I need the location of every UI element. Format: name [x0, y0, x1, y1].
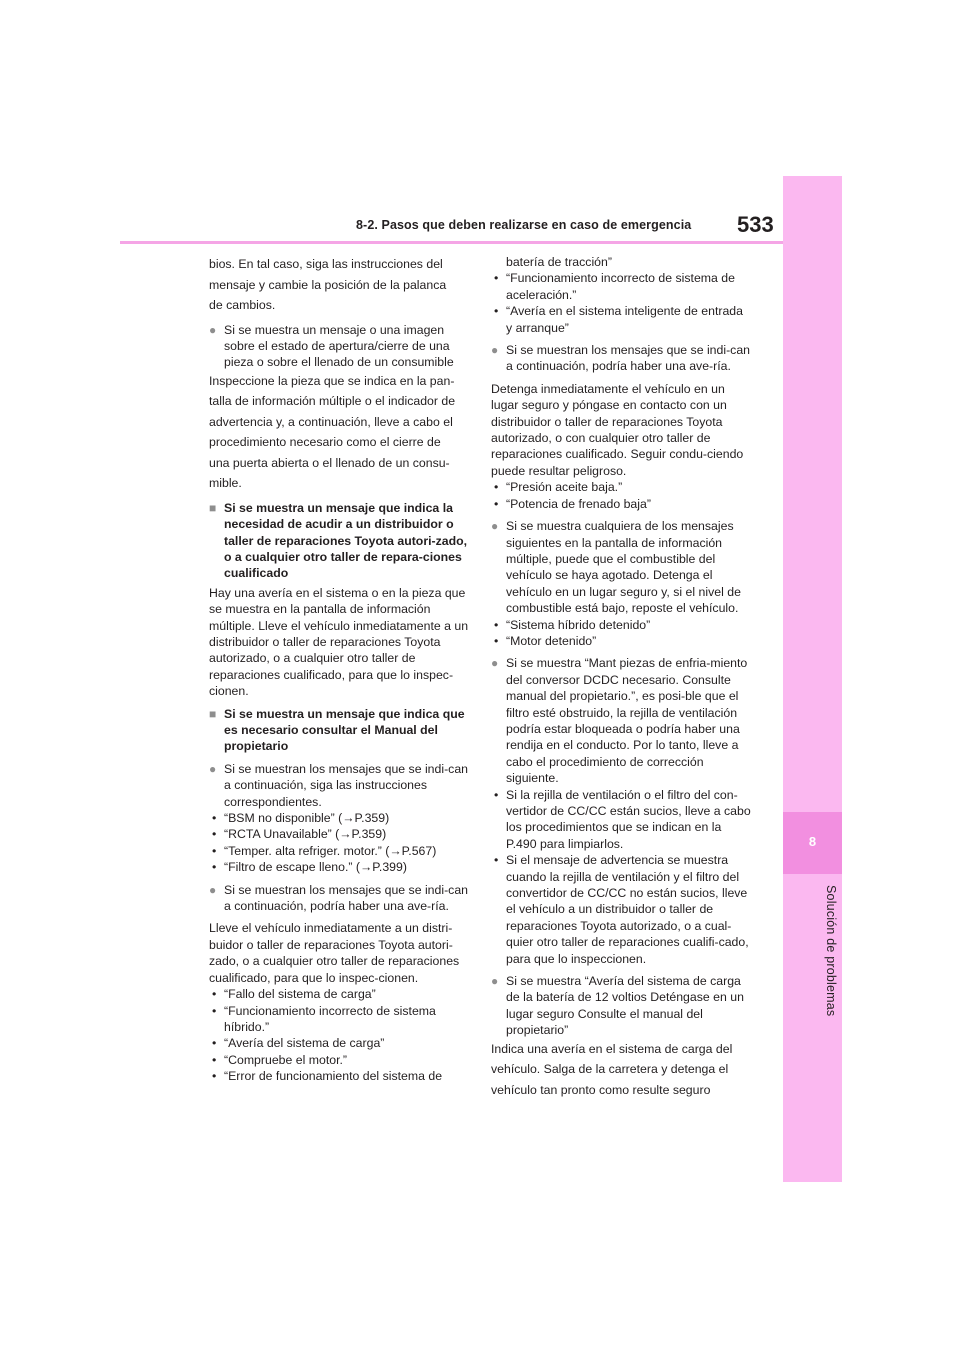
list-bullet-icon: •: [494, 496, 499, 511]
body-paragraph: Lleve el vehículo inmediatamente a un distri-buidor o taller de reparaciones Toyota autori-zado, o a cualquier otro taller de reparaciones cualificado, para que lo inspec-cionen.: [209, 921, 460, 985]
round-bullet-icon: ●: [209, 761, 217, 776]
intro-line: mensaje y cambie la posición de la palanca: [209, 277, 447, 292]
list-item: [491, 479, 751, 495]
body-line: advertencia y, a continuación, lleve a cabo el: [209, 414, 453, 429]
page-number: 533: [737, 212, 774, 237]
list-item: [209, 826, 469, 842]
list-bullet-icon: •: [212, 811, 217, 826]
list-bullet-icon: •: [212, 1003, 217, 1018]
list-item-text: “Funcionamiento incorrecto de sistema de aceleración.”: [506, 271, 735, 302]
body-paragraph: Hay una avería en el sistema o en la pieza que se muestra en la pantalla de información múltiple. Lleve el vehículo inmediatamente a un distribuidor o taller de reparaciones Toyota autorizado, o a cualquier otro taller de reparaciones cualificado, para que lo inspec-cionen.: [209, 585, 469, 699]
chapter-number: 8: [808, 834, 817, 849]
body-line: vehículo tan pronto como resulte seguro: [491, 1082, 711, 1097]
list-item: [209, 859, 469, 875]
list-item-text: Si la rejilla de ventilación o el filtro del con-vertidor de CC/CC están sucios, lleve a cabo los procedimientos que se indican en la P.490 para limpiarlos.: [506, 787, 751, 851]
body-line: Inspeccione la pieza que se indica en la pan-: [209, 373, 455, 388]
round-bullet-item: [209, 322, 469, 371]
list-item: [491, 633, 751, 649]
bullet-list: [209, 986, 469, 1084]
square-heading: [209, 500, 469, 582]
list-bullet-icon: •: [494, 787, 499, 802]
body-line: talla de información múltiple o el indicador de: [209, 394, 456, 409]
list-item-text: “Potencia de frenado baja”: [506, 496, 651, 511]
body-paragraph: Detenga inmediatamente el vehículo en un lugar seguro y póngase en contacto con un distribuidor o taller de reparaciones Toyota autorizado, o con cualquier otro taller de reparaciones cualificado. Seguir condu-ciendo puede resultar peligroso.: [491, 381, 744, 478]
header-divider: [120, 241, 842, 244]
list-item: [209, 1003, 469, 1036]
list-bullet-icon: •: [494, 617, 499, 632]
body-line: procedimiento necesario como el cierre de: [209, 435, 441, 450]
list-item: [209, 810, 469, 826]
square-bullet-icon: ■: [209, 706, 217, 721]
item-text: Si se muestra un mensaje o una imagen sobre el estado de apertura/cierre de una pieza o sobre el llenado de un consumible: [224, 322, 454, 370]
bullet-list: [491, 479, 751, 512]
list-item-text: Si el mensaje de advertencia se muestra cuando la rejilla de ventilación y el filtro del convertidor de CC/CC no están sucios, lleve el vehículo a un distribuidor o taller de reparaciones Toyota autorizado, o a cual-quier otro taller de reparaciones cualifi-cado, para que lo inspeccionen.: [506, 853, 749, 966]
bullet-list: [491, 787, 751, 967]
round-bullet-item: [491, 342, 751, 375]
left-column: [209, 254, 469, 1085]
list-bullet-icon: •: [494, 271, 499, 286]
list-bullet-icon: •: [494, 480, 499, 495]
list-item: [491, 303, 751, 336]
item-text: Si se muestra cualquiera de los mensajes siguientes en la pantalla de información múltiple, puede que el combustible del vehículo se haya agotado. Detenga el vehículo en un lugar seguro y, si el nivel de combustible está bajo, reposte el vehículo.: [506, 519, 741, 616]
list-item-text: “Fallo del sistema de carga”: [224, 987, 376, 1002]
list-item-text: “Sistema híbrido detenido”: [506, 617, 651, 632]
heading-text: Si se muestra un mensaje que indica que es necesario consultar el Manual del propietario: [224, 706, 465, 754]
list-bullet-icon: •: [212, 1052, 217, 1067]
bullet-list: [491, 254, 751, 336]
list-item-text: “Motor detenido”: [506, 633, 597, 648]
item-text: Si se muestra “Avería del sistema de carga de la batería de 12 voltios Deténgase en un lugar seguro Consulte el manual del propietario”: [506, 974, 744, 1038]
list-item: [491, 496, 751, 512]
square-bullet-icon: ■: [209, 500, 217, 515]
list-item-text: “Compruebe el motor.”: [224, 1052, 348, 1067]
list-item-text: “Error de funcionamiento del sistema de: [224, 1069, 443, 1084]
right-column: [491, 254, 751, 1100]
round-bullet-item: [491, 518, 751, 616]
intro-line: bios. En tal caso, siga las instrucciones del: [209, 257, 443, 271]
body-line: Indica una avería en el sistema de carga del: [491, 1041, 733, 1056]
list-item: [491, 270, 751, 303]
list-bullet-icon: •: [494, 853, 499, 868]
list-item: [491, 787, 751, 853]
list-item: [209, 1052, 469, 1068]
list-item-text: “RCTA Unavailable” (→P.359): [224, 827, 387, 842]
list-bullet-icon: •: [212, 1036, 217, 1051]
list-item-continued: [491, 254, 751, 270]
round-bullet-icon: ●: [491, 656, 499, 671]
round-bullet-icon: ●: [491, 519, 499, 534]
round-bullet-icon: ●: [491, 343, 499, 358]
item-text: Si se muestran los mensajes que se indi-can a continuación, podría haber una ave-ría.: [506, 343, 751, 374]
body-line: vehículo. Salga de la carretera y detenga el: [491, 1062, 729, 1077]
body-line: una puerta abierta o el llenado de un consu-: [209, 455, 450, 470]
list-item-text: “Avería en el sistema inteligente de entrada y arranque”: [506, 304, 743, 335]
list-item: [209, 843, 469, 859]
round-bullet-icon: ●: [491, 974, 499, 989]
list-item-text: “Filtro de escape lleno.” (→P.399): [224, 860, 407, 875]
intro-line: de cambios.: [209, 298, 276, 312]
list-item: [209, 1068, 469, 1084]
round-bullet-icon: ●: [209, 322, 217, 337]
body-line: mible.: [209, 476, 242, 491]
list-item: [491, 852, 751, 967]
list-bullet-icon: •: [494, 633, 499, 648]
list-item-text: “BSM no disponible” (→P.359): [224, 811, 390, 826]
list-item: [209, 1035, 469, 1051]
section-header-title: 8-2. Pasos que deben realizarse en caso de emergencia: [356, 218, 692, 232]
heading-text: Si se muestra un mensaje que indica la necesidad de acudir a un distribuidor o taller de reparaciones Toyota autori-zado, o a cualquier otro taller de repara-ciones cualificado: [224, 500, 468, 581]
round-bullet-item: [209, 882, 469, 915]
bullet-list: [491, 617, 751, 650]
chapter-title: Solución de problemas: [824, 885, 838, 1017]
list-bullet-icon: •: [212, 987, 217, 1002]
list-bullet-icon: •: [212, 827, 217, 842]
list-item-text: “Presión aceite baja.”: [506, 480, 623, 495]
item-text: Si se muestran los mensajes que se indi-can a continuación, podría haber una ave-ría.: [224, 882, 469, 914]
round-bullet-icon: ●: [209, 882, 217, 897]
list-item-text: batería de tracción”: [506, 255, 612, 269]
list-bullet-icon: •: [494, 304, 499, 319]
list-item-text: “Avería del sistema de carga”: [224, 1036, 385, 1051]
round-bullet-item: [491, 655, 751, 786]
item-text: Si se muestran los mensajes que se indi-can a continuación, siga las instrucciones correspondientes.: [224, 761, 469, 809]
list-item-text: “Temper. alta refriger. motor.” (→P.567): [224, 843, 437, 858]
list-bullet-icon: •: [212, 1069, 217, 1084]
round-bullet-item: [491, 973, 751, 1039]
list-item: [209, 986, 469, 1002]
list-bullet-icon: •: [212, 860, 217, 875]
square-heading: [209, 706, 469, 755]
list-bullet-icon: •: [212, 843, 217, 858]
list-item: [491, 617, 751, 633]
list-item-text: “Funcionamiento incorrecto de sistema híbrido.”: [224, 1003, 436, 1034]
round-bullet-item: [209, 761, 469, 810]
item-text: Si se muestra “Mant piezas de enfria-miento del conversor DCDC necesario. Consulte manual del propietario.”, es posi-ble que el filtro esté obstruido, la rejilla de ventilación podría estar bloqueada o podría haber una rendija en el conducto. Por lo tanto, lleve a cabo el procedimiento de corrección siguiente.: [506, 656, 748, 786]
bullet-list: [209, 810, 469, 876]
